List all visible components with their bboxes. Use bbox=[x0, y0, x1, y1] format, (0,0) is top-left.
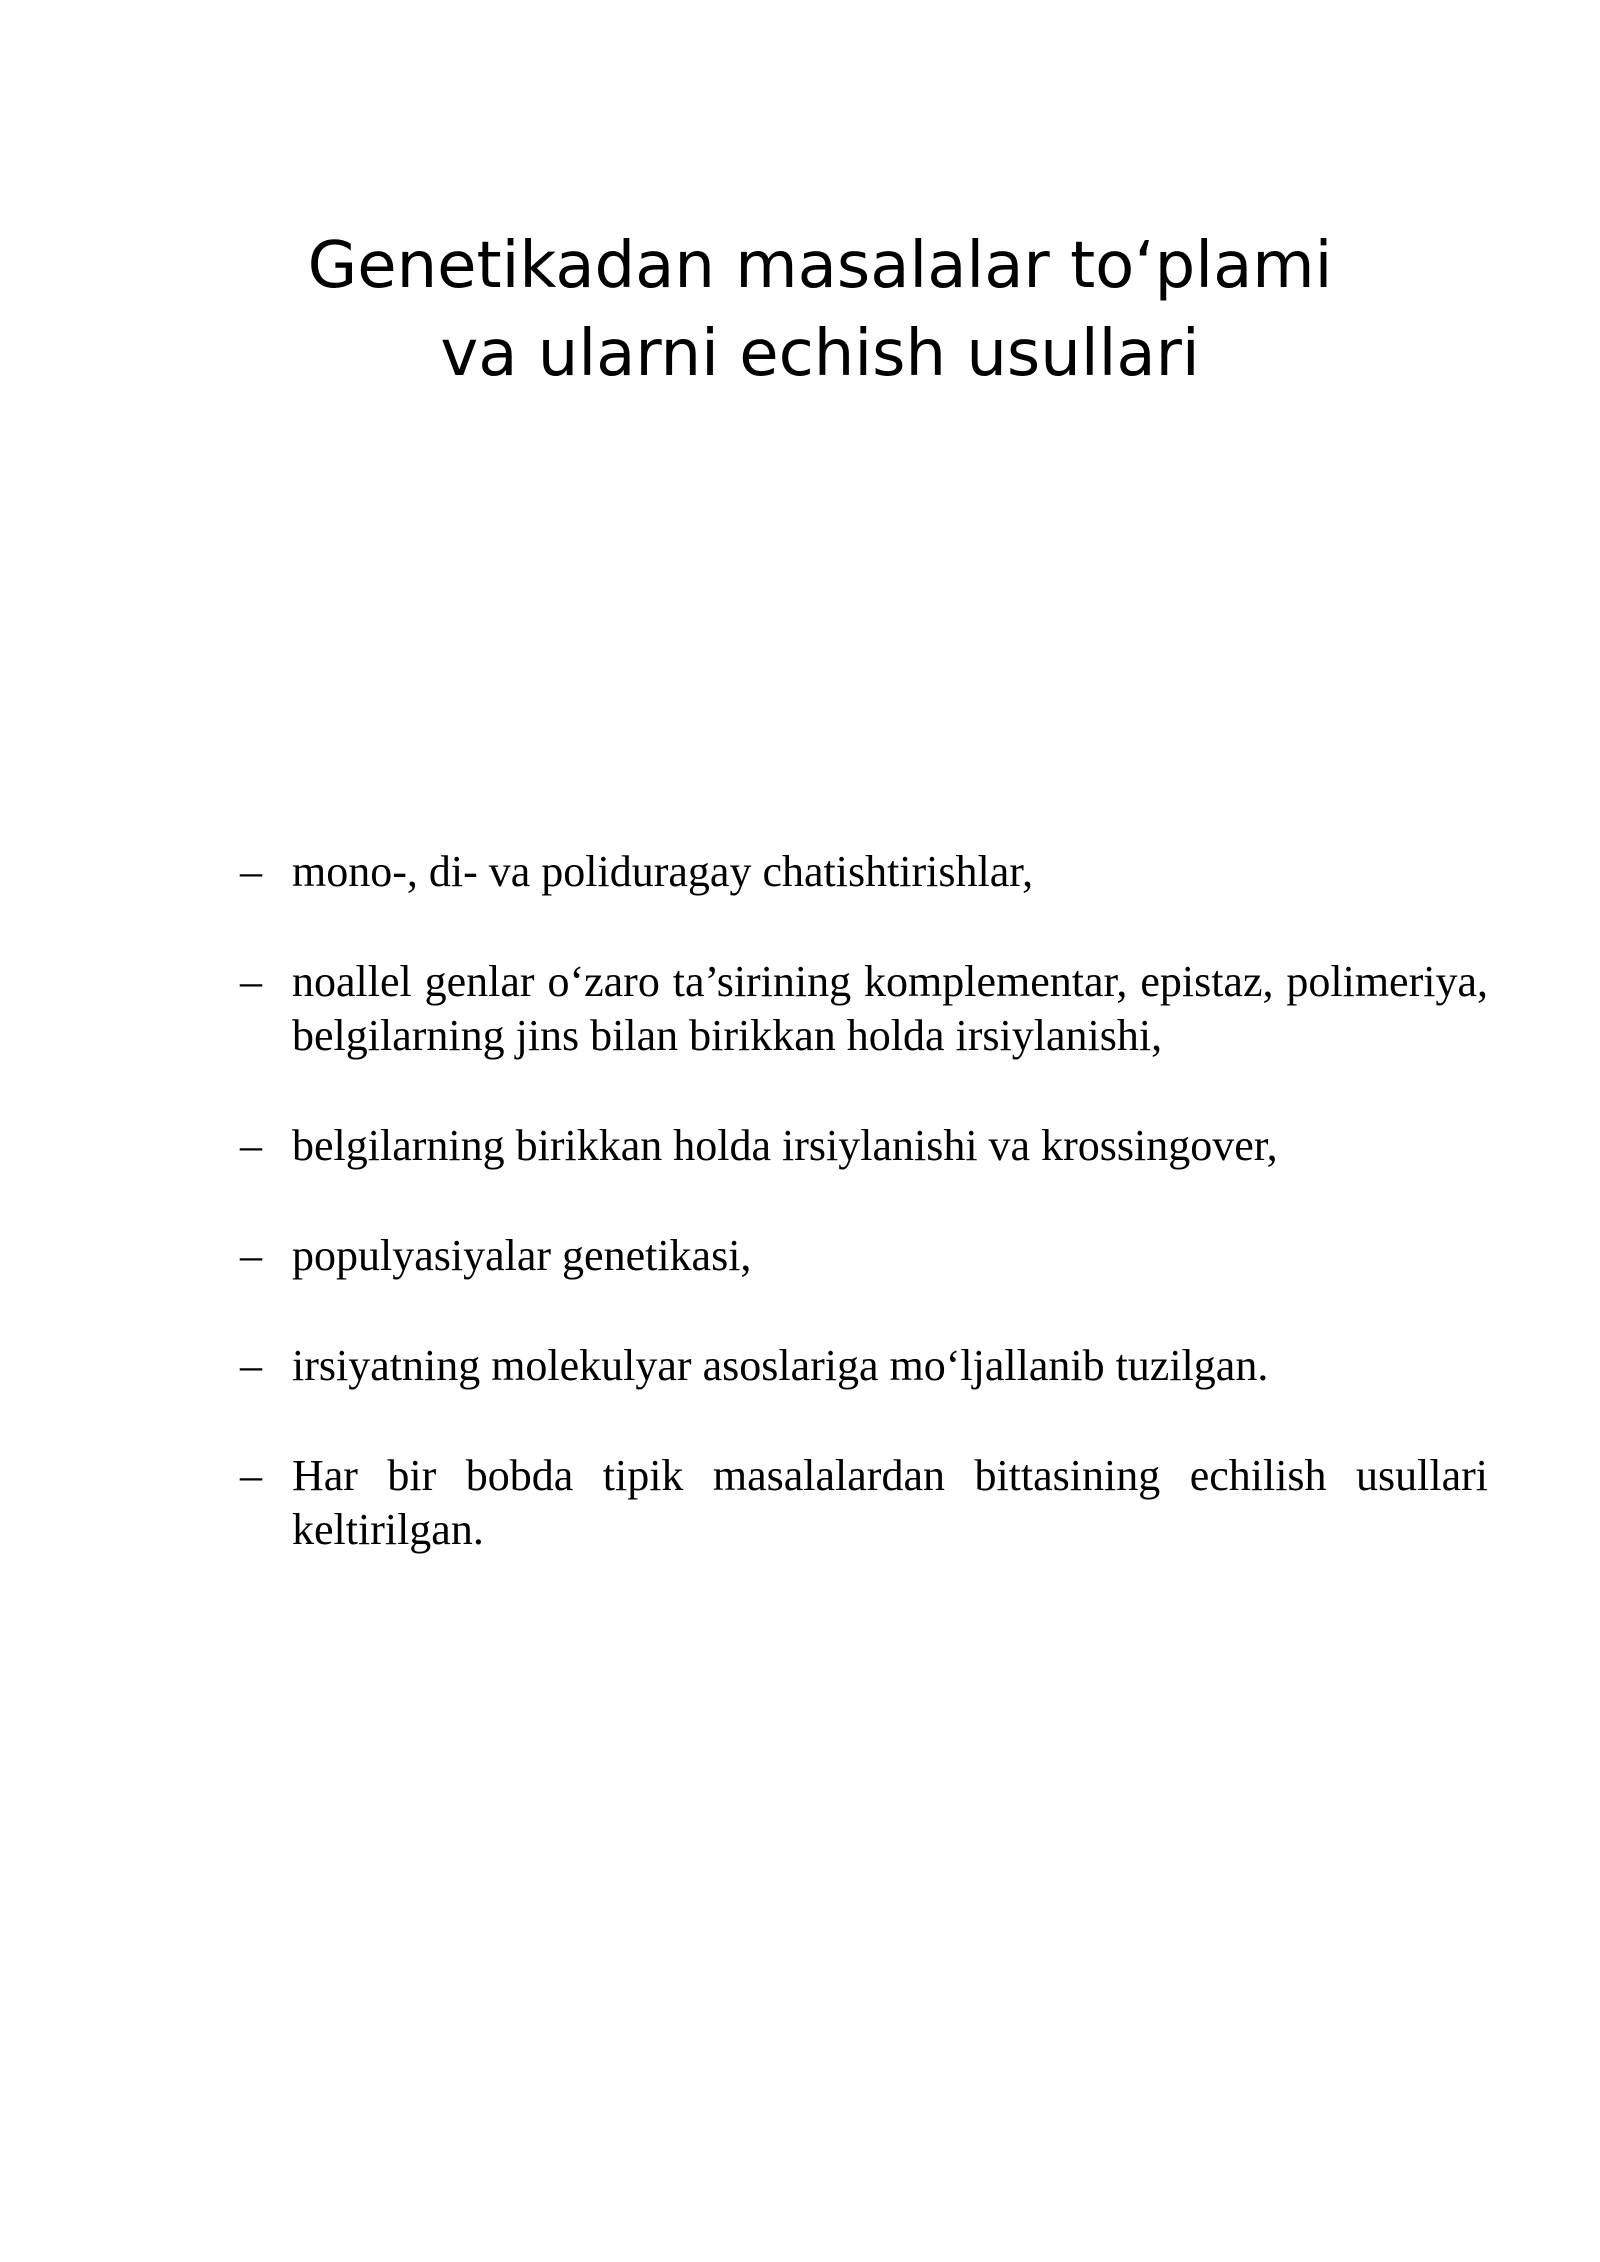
list-item-text: belgilarning birikkan holda irsiylanishi va krossingover, bbox=[292, 1121, 1278, 1170]
dash-bullet: – bbox=[240, 1231, 262, 1280]
list-item-text: populyasiyalar genetikasi, bbox=[292, 1231, 752, 1280]
dash-bullet: – bbox=[240, 1341, 262, 1390]
dash-bullet: – bbox=[240, 957, 262, 1006]
title-line-1: Genetikadan masalalar to‘plami bbox=[307, 229, 1333, 303]
list-item bbox=[240, 845, 1488, 899]
list-item-text: noallel genlar o‘zaro ta’sirining komplementar, epistaz, polimeriya, belgilarning jins bilan birikkan holda irsiylanishi, bbox=[292, 957, 1488, 1060]
list-item-text: mono-, di- va poliduragay chatishtirishlar, bbox=[292, 847, 1034, 896]
list-item bbox=[240, 955, 1488, 1063]
title-line-2: va ularni echish usullari bbox=[440, 317, 1200, 391]
topic-list bbox=[240, 845, 1488, 1613]
list-item bbox=[240, 1339, 1488, 1393]
list-item bbox=[240, 1119, 1488, 1173]
list-item bbox=[240, 1229, 1488, 1283]
list-item-text: irsiyatning molekulyar asoslariga mo‘ljallanib tuzilgan. bbox=[292, 1341, 1269, 1390]
dash-bullet: – bbox=[240, 1121, 262, 1170]
dash-bullet: – bbox=[240, 1451, 262, 1500]
list-item bbox=[240, 1449, 1488, 1557]
page-title bbox=[0, 222, 1600, 398]
dash-bullet: – bbox=[240, 847, 262, 896]
list-item-text: Har bir bobda tipik masalalardan bittasining echilish usullari keltirilgan. bbox=[292, 1451, 1488, 1554]
